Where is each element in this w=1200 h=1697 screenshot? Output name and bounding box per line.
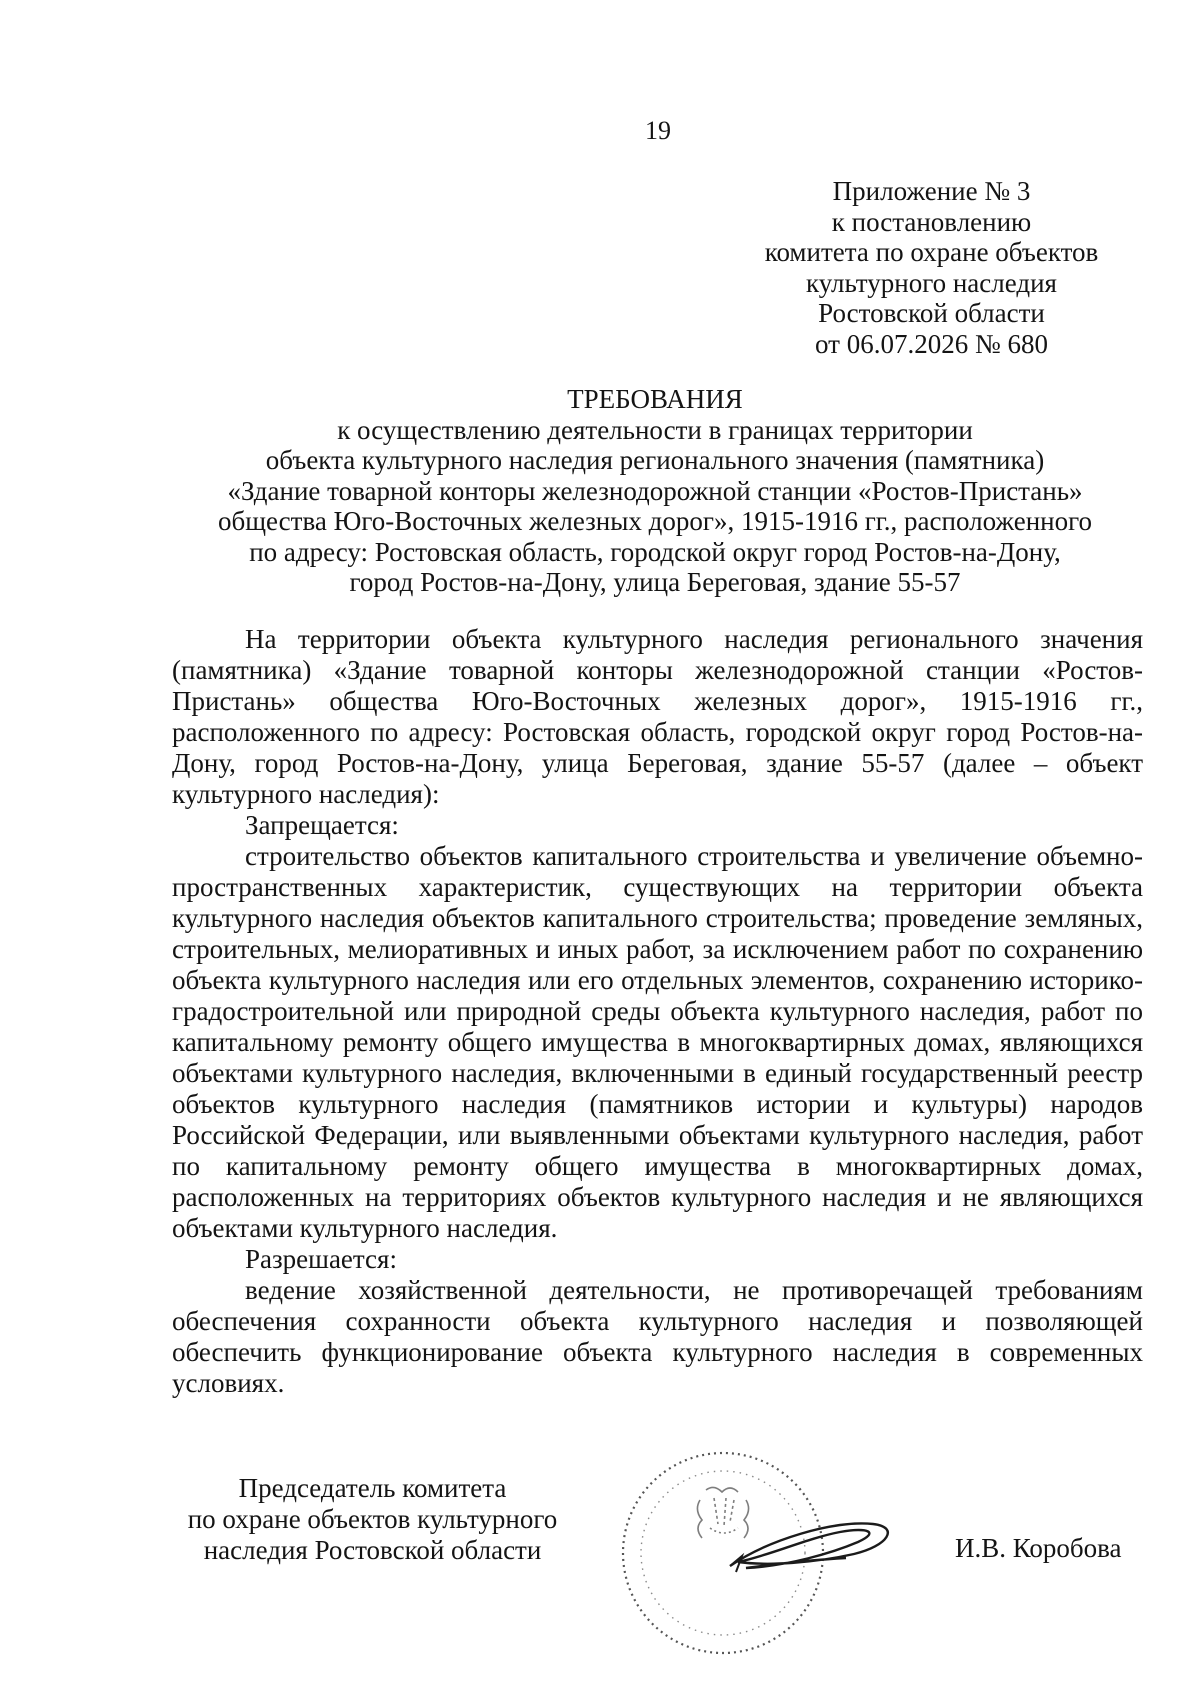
title-line: к осуществлению деятельности в границах территории bbox=[337, 414, 973, 445]
allowed-label: Разрешается: bbox=[245, 1244, 397, 1274]
appendix-line: комитета по охране объектов bbox=[764, 237, 1099, 267]
allowed-paragraph: ведение хозяйственной деятельности, не противоречащей требованиям обеспечения сохранности объекта культурного наследия и позволяющей обеспечить функционирование объекта культурного наследия в современных условиях. bbox=[172, 1275, 1143, 1398]
appendix-reference bbox=[740, 176, 1123, 359]
handwritten-signature bbox=[730, 1523, 888, 1568]
appendix-line: от 06.07.2026 № 680 bbox=[815, 328, 1048, 359]
official-seal-with-signature bbox=[618, 1428, 938, 1668]
appendix-line: Приложение № 3 bbox=[832, 176, 1031, 206]
appendix-line: к постановлению bbox=[831, 206, 1032, 237]
title-line: «Здание товарной конторы железнодорожной станции «Ростов-Пристань» bbox=[227, 475, 1083, 506]
page-number: 19 bbox=[645, 116, 671, 145]
signer-position bbox=[170, 1473, 575, 1566]
intro-paragraph: На территории объекта культурного наследия регионального значения (памятника) «Здание товарной конторы железнодорожной станции «Ростов-Пристань» общества Юго-Восточных железных дорог», 1915-1916 гг., расположенного по адресу: Ростовская область, городской округ город Ростов-на-Дону, город Ростов-на-Дону, улица Береговая, здание 55-57 (далее – объект культурного наследия): bbox=[172, 624, 1143, 809]
prohibited-paragraph: строительство объектов капитального строительства и увеличение объемно-пространственных характеристик, существующих на территории объекта культурного наследия объектов капитального строительства; проведение земляных, строительных, мелиоративных и иных работ, за исключением работ по сохранению объекта культурного наследия или его отдельных элементов, сохранению историко-градостроительной или природной среды объекта культурного наследия, работ по капитальному ремонту общего имущества в многоквартирных домах, являющихся объектами культурного наследия, включенными в единый государственный реестр объектов культурного наследия (памятников истории и культуры) народов Российской Федерации, или выявленными объектами культурного наследия, работ по капитальному ремонту общего имущества в многоквартирных домах, расположенных на территориях объектов культурного наследия и не являющихся объектами культурного наследия. bbox=[172, 841, 1143, 1243]
document-title bbox=[170, 384, 1140, 598]
title-line: по адресу: Ростовская область, городской округ город Ростов-на-Дону, bbox=[249, 536, 1061, 567]
title-line: объекта культурного наследия регионального значения (памятника) bbox=[265, 445, 1045, 475]
prohibited-label: Запрещается: bbox=[245, 810, 399, 840]
title-line: общества Юго-Восточных железных дорог», 1915-1916 гг., расположенного bbox=[218, 506, 1092, 536]
seal-inner-ring bbox=[641, 1471, 805, 1635]
signer-position-line: наследия Ростовской области bbox=[203, 1535, 542, 1565]
title-line: город Ростов-на-Дону, улица Береговая, здание 55-57 bbox=[349, 567, 961, 597]
seal-emblem bbox=[697, 1487, 748, 1538]
signer-position-line: Председатель комитета bbox=[238, 1473, 507, 1503]
appendix-line: культурного наследия bbox=[806, 267, 1057, 298]
document-body bbox=[172, 624, 1143, 1399]
signer-name: И.В. Коробова bbox=[955, 1533, 1122, 1563]
seal-outer-ring bbox=[623, 1453, 823, 1653]
appendix-line: Ростовской области bbox=[818, 298, 1045, 328]
signer-position-line: по охране объектов культурного bbox=[187, 1504, 558, 1534]
title-heading: ТРЕБОВАНИЯ bbox=[567, 384, 743, 414]
